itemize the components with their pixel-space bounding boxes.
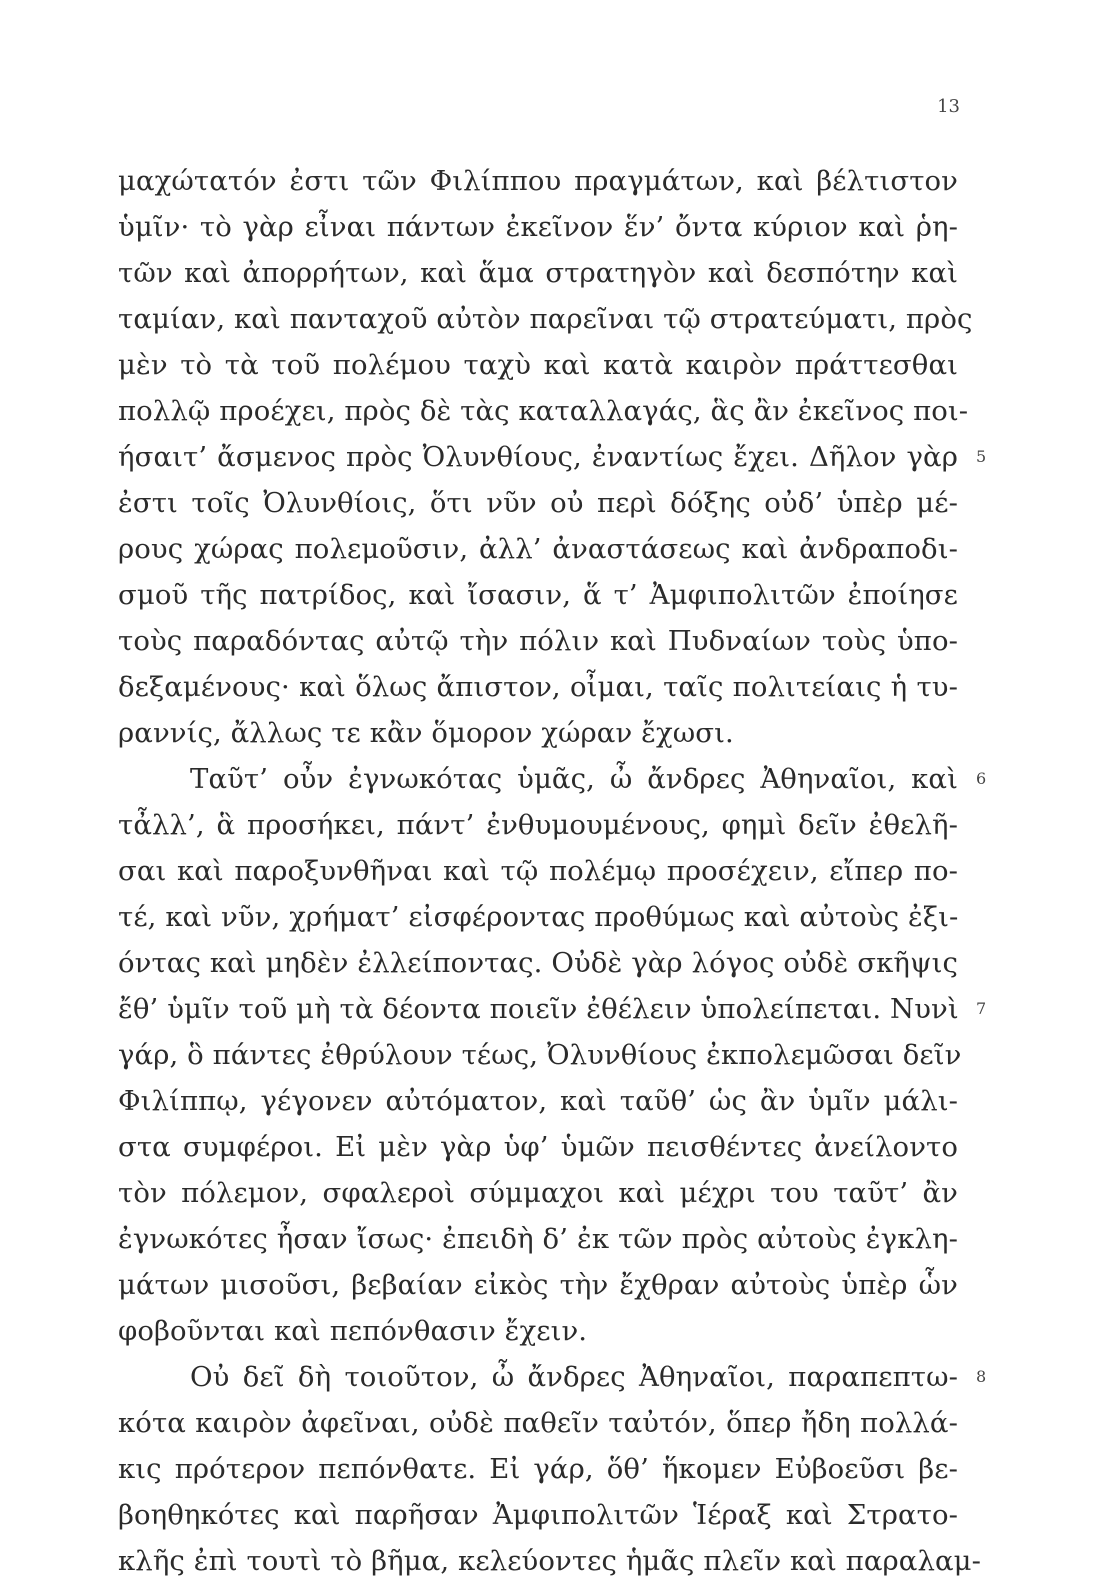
- text-line: [118, 434, 987, 480]
- text-line: [118, 204, 958, 250]
- section-number: 8: [976, 1367, 987, 1386]
- line-text: φοβοῦνται καὶ πεπόνθασιν ἔχειν.: [118, 1315, 588, 1347]
- line-text: κότα καιρὸν ἀφεῖναι, οὐδὲ παθεῖν ταὐτόν, ὅπερ ἤδη πολλά-: [118, 1407, 958, 1439]
- line-text: ταμίαν, καὶ πανταχοῦ αὐτὸν παρεῖναι τῷ στρατεύματι, πρὸς: [118, 303, 973, 335]
- line-text: τοὺς παραδόντας αὐτῷ τὴν πόλιν καὶ Πυδναίων τοὺς ὑπο-: [118, 625, 958, 657]
- section-number: 6: [976, 769, 987, 788]
- text-line: [118, 388, 969, 434]
- line-text: μαχώτατόν ἐστι τῶν Φιλίππου πραγμάτων, καὶ βέλτιστον: [118, 165, 958, 197]
- text-line: [118, 618, 958, 664]
- line-text: σμοῦ τῆς πατρίδος, καὶ ἴσασιν, ἅ τ’ Ἀμφιπολιτῶν ἐποίησε: [118, 579, 958, 611]
- line-text: τὸν πόλεμον, σφαλεροὶ σύμμαχοι καὶ μέχρι του ταῦτ’ ἂν: [118, 1177, 958, 1209]
- text-line: [118, 756, 987, 802]
- line-text: ραννίς, ἄλλως τε κἂν ὅμορον χώραν ἔχωσι.: [118, 717, 734, 749]
- text-line: [118, 710, 958, 756]
- text-line: [118, 1032, 962, 1078]
- text-line: [118, 480, 958, 526]
- line-text: τἆλλ’, ἃ προσήκει, πάντ’ ἐνθυμουμένους, φημὶ δεῖν ἐθελῆ-: [118, 809, 958, 841]
- text-line: [118, 250, 958, 296]
- text-line: [118, 1308, 958, 1354]
- text-block: [118, 158, 987, 1584]
- text-line: [118, 940, 958, 986]
- line-text: μάτων μισοῦσι, βεβαίαν εἰκὸς τὴν ἔχθραν αὐτοὺς ὑπὲρ ὧν: [118, 1269, 958, 1301]
- line-text: τῶν καὶ ἀπορρήτων, καὶ ἅμα στρατηγὸν καὶ δεσπότην καὶ: [118, 257, 958, 289]
- line-text: ἐστι τοῖς Ὀλυνθίοις, ὅτι νῦν οὐ περὶ δόξης οὐδ’ ὑπὲρ μέ-: [118, 487, 958, 519]
- text-line: [118, 1446, 958, 1492]
- text-line: [118, 986, 987, 1032]
- text-line: [118, 802, 958, 848]
- text-line: [118, 848, 958, 894]
- text-line: [118, 1354, 987, 1400]
- line-text: πολλῷ προέχει, πρὸς δὲ τὰς καταλλαγάς, ἃς ἂν ἐκεῖνος ποι-: [118, 395, 969, 427]
- text-line: [118, 1262, 958, 1308]
- line-text: ρους χώρας πολεμοῦσιν, ἀλλ’ ἀναστάσεως καὶ ἀνδραποδι-: [118, 533, 958, 565]
- line-text: στα συμφέροι. Εἰ μὲν γὰρ ὑφ’ ὑμῶν πεισθέντες ἀνείλοντο: [118, 1131, 958, 1163]
- text-line: [118, 1078, 958, 1124]
- line-text: σαι καὶ παροξυνθῆναι καὶ τῷ πολέμῳ προσέχειν, εἴπερ πο-: [118, 855, 958, 887]
- text-line: [118, 664, 958, 710]
- line-text: κλῆς ἐπὶ τουτὶ τὸ βῆμα, κελεύοντες ἡμᾶς πλεῖν καὶ παραλαμ-: [118, 1545, 982, 1577]
- line-text: ἔθ’ ὑμῖν τοῦ μὴ τὰ δέοντα ποιεῖν ἐθέλειν ὑπολείπεται. Νυνὶ: [118, 993, 959, 1025]
- text-line: [118, 1400, 958, 1446]
- text-line: [118, 158, 958, 204]
- line-text: ἐγνωκότες ἦσαν ἴσως· ἐπειδὴ δ’ ἐκ τῶν πρὸς αὐτοὺς ἐγκλη-: [118, 1223, 958, 1255]
- text-line: [118, 572, 958, 618]
- line-text: ήσαιτ’ ἄσμενος πρὸς Ὀλυνθίους, ἐναντίως ἔχει. Δῆλον γὰρ: [118, 441, 958, 473]
- text-line: [118, 526, 958, 572]
- line-text: όντας καὶ μηδὲν ἐλλείποντας. Οὐδὲ γὰρ λόγος οὐδὲ σκῆψις: [118, 947, 958, 979]
- line-text: βοηθηκότες καὶ παρῆσαν Ἀμφιπολιτῶν Ἱέραξ καὶ Στρατο-: [118, 1499, 958, 1531]
- text-line: [118, 894, 958, 940]
- line-text: ὑμῖν· τὸ γὰρ εἶναι πάντων ἐκεῖνον ἕν’ ὄντα κύριον καὶ ῥη-: [118, 211, 958, 243]
- text-line: [118, 296, 973, 342]
- line-text: δεξαμένους· καὶ ὅλως ἄπιστον, οἶμαι, ταῖς πολιτείαις ἡ τυ-: [118, 671, 958, 703]
- line-text: μὲν τὸ τὰ τοῦ πολέμου ταχὺ καὶ κατὰ καιρὸν πράττεσθαι: [118, 349, 958, 381]
- line-text: Ταῦτ’ οὖν ἐγνωκότας ὑμᾶς, ὦ ἄνδρες Ἀθηναῖοι, καὶ: [190, 763, 958, 795]
- line-text: τέ, καὶ νῦν, χρήματ’ εἰσφέροντας προθύμως καὶ αὐτοὺς ἐξι-: [118, 901, 959, 933]
- line-text: Φιλίππῳ, γέγονεν αὐτόματον, καὶ ταῦθ’ ὡς ἂν ὑμῖν μάλι-: [118, 1085, 958, 1117]
- page-number: 13: [937, 96, 960, 117]
- text-line: [118, 1124, 958, 1170]
- text-line: [118, 1492, 958, 1538]
- text-line: [118, 1170, 958, 1216]
- line-text: Οὐ δεῖ δὴ τοιοῦτον, ὦ ἄνδρες Ἀθηναῖοι, παραπεπτω-: [190, 1361, 958, 1393]
- text-line: [118, 1538, 982, 1584]
- line-text: κις πρότερον πεπόνθατε. Εἰ γάρ, ὅθ’ ἥκομεν Εὐβοεῦσι βε-: [118, 1453, 958, 1485]
- line-text: γάρ, ὃ πάντες ἐθρύλουν τέως, Ὀλυνθίους ἐκπολεμῶσαι δεῖν: [118, 1039, 962, 1071]
- section-number: 7: [976, 999, 987, 1018]
- text-line: [118, 1216, 958, 1262]
- text-line: [118, 342, 958, 388]
- section-number: 5: [976, 447, 987, 466]
